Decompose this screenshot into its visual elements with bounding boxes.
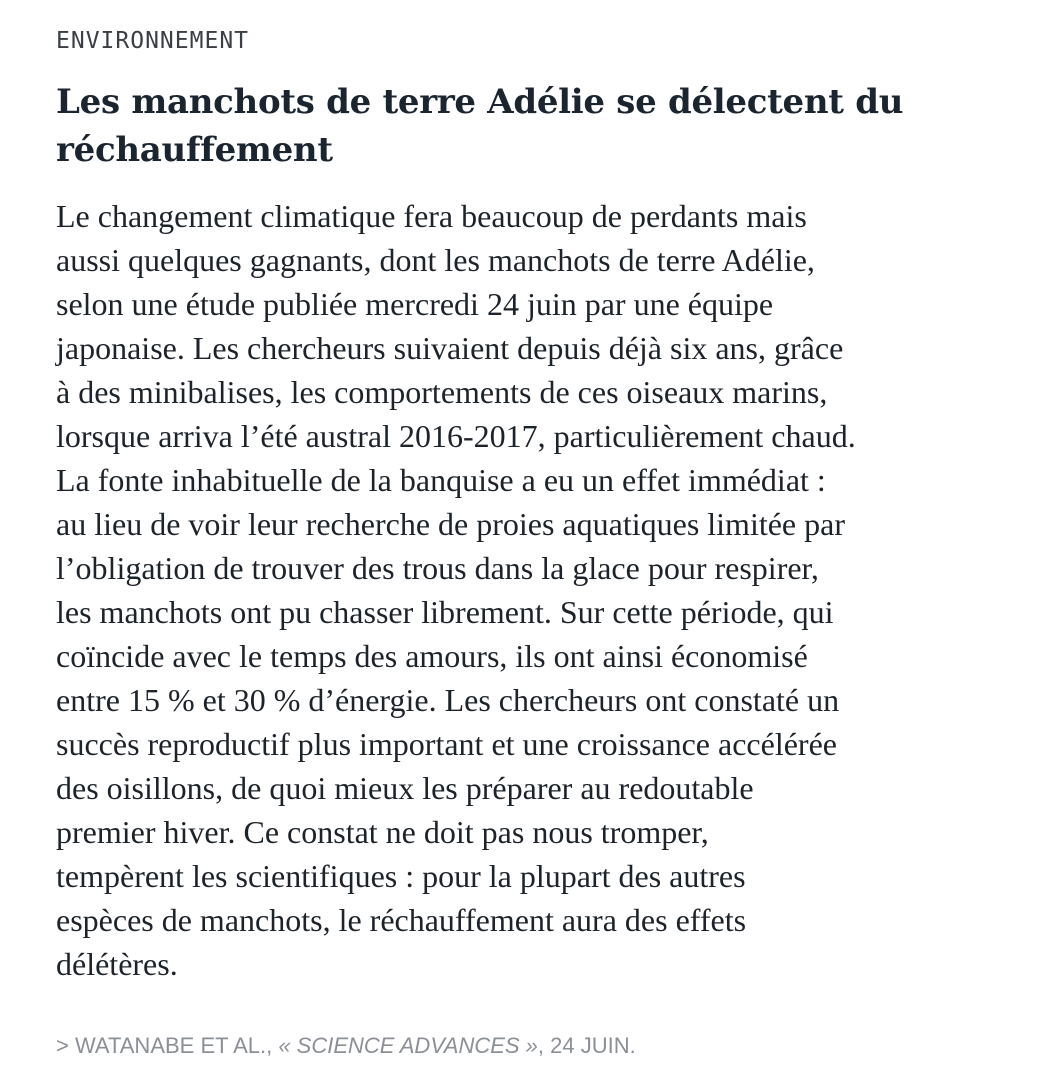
body-line: succès reproductif plus important et une croissance accélérée (56, 726, 837, 762)
body-line: aussi quelques gagnants, dont les manchots de terre Adélie, (56, 242, 815, 278)
body-line: délétères. (56, 946, 178, 982)
body-line: lorsque arriva l’été austral 2016-2017, particulièrement chaud. (56, 418, 856, 454)
body-line: des oisillons, de quoi mieux les préparer au redoutable (56, 770, 754, 806)
body-line: à des minibalises, les comportements de ces oiseaux marins, (56, 374, 828, 410)
body-line: La fonte inhabituelle de la banquise a eu un effet immédiat : (56, 462, 826, 498)
body-line: premier hiver. Ce constat ne doit pas nous tromper, (56, 814, 709, 850)
body-line: l’obligation de trouver des trous dans la glace pour respirer, (56, 550, 819, 586)
body-line: entre 15 % et 30 % d’énergie. Les chercheurs ont constaté un (56, 682, 840, 718)
article-body (56, 194, 1016, 986)
article-headline: Les manchots de terre Adélie se délectent du réchauffement (56, 82, 904, 170)
body-line: Le changement climatique fera beaucoup de perdants mais (56, 198, 807, 234)
body-line: au lieu de voir leur recherche de proies aquatiques limitée par (56, 506, 845, 542)
source-journal: « SCIENCE ADVANCES » (278, 1033, 538, 1058)
source-citation (56, 1030, 636, 1062)
body-line: les manchots ont pu chasser librement. Sur cette période, qui (56, 594, 834, 630)
body-line: japonaise. Les chercheurs suivaient depuis déjà six ans, grâce (56, 330, 844, 366)
section-label: ENVIRONNEMENT (56, 28, 250, 54)
source-prefix: > WATANABE ET AL., (56, 1033, 279, 1058)
body-line: coïncide avec le temps des amours, ils ont ainsi économisé (56, 638, 808, 674)
body-line: selon une étude publiée mercredi 24 juin par une équipe (56, 286, 774, 322)
source-suffix: , 24 JUIN. (537, 1033, 636, 1058)
body-line: tempèrent les scientifiques : pour la plupart des autres (56, 858, 746, 894)
body-line: espèces de manchots, le réchauffement aura des effets (56, 902, 747, 938)
